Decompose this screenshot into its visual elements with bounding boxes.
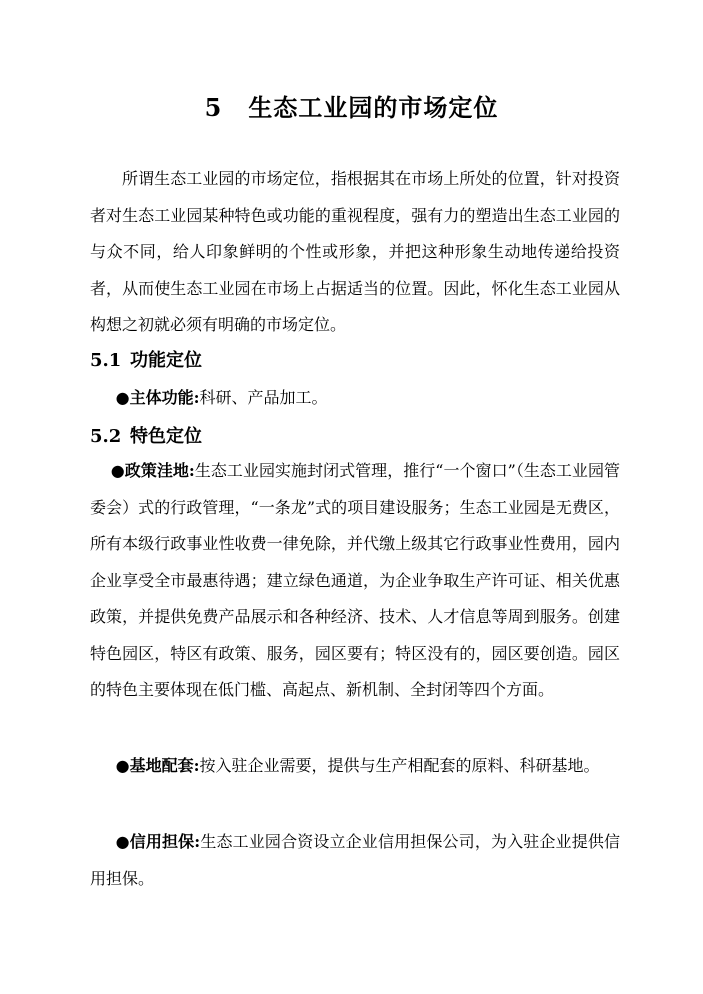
section-number: 5.2 [90,426,122,447]
bullet-base-support [90,748,620,785]
chapter-number: 5 [204,93,223,122]
section-heading-5-1 [90,348,202,374]
section-heading-5-2 [90,424,202,450]
bullet-text: 按入驻企业需要，提供与生产相配套的原料、科研基地。 [199,756,600,775]
section-title: 功能定位 [130,350,202,371]
bullet-label: 政策洼地: [124,461,195,480]
bullet-icon: ● [110,461,125,480]
bullet-label: 主体功能: [129,388,200,407]
bullet-icon: ● [115,832,130,851]
bullet-label: 信用担保: [129,832,201,851]
bullet-icon: ● [115,756,130,775]
bullet-policy [90,453,620,709]
intro-paragraph: 所谓生态工业园的市场定位，指根据其在市场上所处的位置，针对投资者对生态工业园某种特色或功能的重视程度，强有力的塑造出生态工业园的与众不同，给人印象鲜明的个性或形象，并把这种形象生动地传递给投资者，从而使生态工业园在市场上占据适当的位置。因此，怀化生态工业园从构想之初就必须有明确的市场定位。 [90,169,620,334]
section-number: 5.1 [90,350,122,371]
page-title [0,88,703,123]
bullet-label: 基地配套: [129,756,200,775]
chapter-title: 生态工业园的市场定位 [248,93,499,122]
bullet-credit-guarantee [90,824,620,897]
section-title: 特色定位 [130,426,202,447]
bullet-text: 科研、产品加工。 [199,388,328,407]
bullet-main-function [90,380,620,417]
bullet-icon: ● [115,388,130,407]
bullet-text: 生态工业园实施封闭式管理，推行“一个窗口”（生态工业园管委会）式的行政管理，“一条龙”式的项目建设服务；生态工业园是无费区，所有本级行政事业性收费一律免除，并代缴上级其它行政事业性费用，园内企业享受全市最惠待遇；建立绿色通道，为企业争取生产许可证、相关优惠政策，并提供免费产品展示和各种经济、技术、人才信息等周到服务。创建特色园区，特区有政策、服务，园区要有；特区没有的，园区要创造。园区的特色主要体现在低门槛、高起点、新机制、全封闭等四个方面。 [90,461,620,699]
bullet-text: 生态工业园合资设立企业信用担保公司，为入驻企业提供信用担保。 [90,832,620,888]
